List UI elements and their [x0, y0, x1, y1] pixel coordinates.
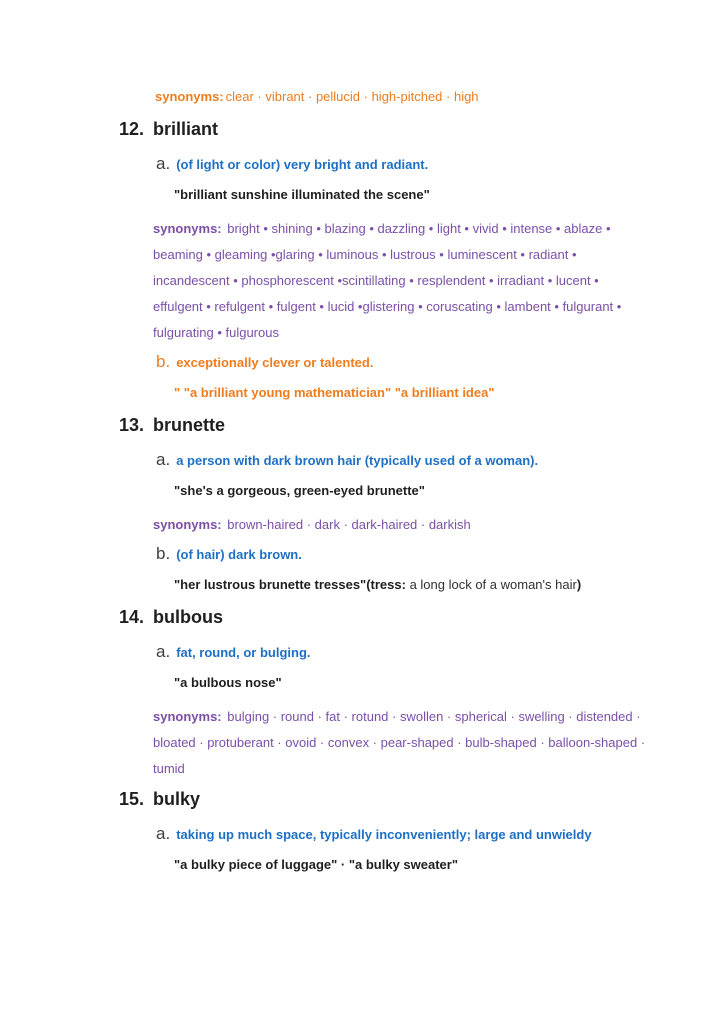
synonyms-items: fulgurating • fulgurous [153, 325, 279, 340]
example-text-segment: "brilliant sunshine illuminated the scene" [174, 187, 430, 202]
entry-heading [119, 606, 724, 628]
example-line [174, 482, 724, 500]
sense-line [156, 544, 724, 565]
sense-line [156, 824, 724, 845]
synonyms-items: effulgent • refulgent • fulgent • lucid •glistering • coruscating • lambent • fulgurant • [153, 299, 622, 314]
synonyms-items: brown-haired · dark · dark-haired · darkish [223, 517, 471, 532]
synonyms-items: bloated · protuberant · ovoid · convex · pear-shaped · bulb-shaped · balloon-shaped · [153, 735, 646, 750]
synonyms-line [153, 268, 724, 294]
entry-number: 15. [119, 789, 145, 809]
example-text-segment: ) [576, 577, 582, 592]
synonyms-label: synonyms: [155, 89, 224, 104]
sense-line [156, 352, 724, 373]
synonyms-line [153, 216, 724, 242]
entry-heading [119, 118, 724, 140]
synonyms-label: synonyms: [153, 221, 222, 236]
synonyms-block [153, 216, 724, 346]
sense-line [156, 642, 724, 663]
sense-definition: taking up much space, typically inconveniently; large and unwieldy [176, 827, 592, 842]
synonyms-block [153, 512, 724, 538]
example-line [174, 674, 724, 692]
entry-number: 12. [119, 119, 145, 139]
synonyms-block [153, 704, 724, 782]
sense-letter: a. [156, 642, 171, 661]
synonyms-items: bright • shining • blazing • dazzling • light • vivid • intense • ablaze • [223, 221, 611, 236]
example-line [174, 186, 724, 204]
sense-letter: b. [156, 544, 171, 563]
synonyms-items: bulging · round · fat · rotund · swollen · spherical · swelling · distended · [223, 709, 641, 724]
entries-container [0, 118, 724, 874]
entry-word: bulky [153, 789, 201, 809]
synonyms-line [153, 320, 724, 346]
synonyms-line [153, 294, 724, 320]
example-line [174, 576, 724, 594]
sense-letter: a. [156, 824, 171, 843]
sense-definition: (of light or color) very bright and radiant. [176, 157, 429, 172]
synonyms-line [153, 756, 724, 782]
sense-letter: b. [156, 352, 171, 371]
example-text-segment: "a bulbous nose" [174, 675, 282, 690]
example-text-segment: "her lustrous brunette tresses"(tress: [174, 577, 406, 592]
sense-letter: a. [156, 450, 171, 469]
example-text-segment: "she's a gorgeous, green-eyed brunette" [174, 483, 425, 498]
synonyms-line [153, 242, 724, 268]
sense-line [156, 450, 724, 471]
sense-line [156, 154, 724, 175]
synonyms-line [153, 704, 724, 730]
synonyms-label: synonyms: [153, 517, 222, 532]
entry-number: 13. [119, 415, 145, 435]
synonyms-label: synonyms: [153, 709, 222, 724]
entry-heading [119, 414, 724, 436]
entry-word: bulbous [153, 607, 223, 627]
entry-number: 14. [119, 607, 145, 627]
example-line [174, 856, 724, 874]
intro-synonyms-line [155, 88, 724, 106]
sense-definition: fat, round, or bulging. [176, 645, 311, 660]
example-text-segment: a long lock of a woman's hair [405, 577, 577, 592]
synonyms-line [153, 512, 724, 538]
entry-word: brunette [153, 415, 225, 435]
example-text-segment: "a bulky piece of luggage" · "a bulky sweater" [174, 857, 459, 872]
synonyms-line [153, 730, 724, 756]
example-text-segment: " "a brilliant young mathematician" "a brilliant idea" [174, 385, 495, 400]
synonyms-items: tumid [153, 761, 185, 776]
synonyms-items: clear · vibrant · pellucid · high-pitched · high [225, 89, 479, 104]
entry-heading [119, 788, 724, 810]
example-line [174, 384, 724, 402]
synonyms-items: incandescent • phosphorescent •scintillating • resplendent • irradiant • lucent • [153, 273, 599, 288]
synonyms-items: beaming • gleaming •glaring • luminous • lustrous • luminescent • radiant • [153, 247, 577, 262]
entry-word: brilliant [153, 119, 219, 139]
sense-definition: exceptionally clever or talented. [176, 355, 374, 370]
sense-definition: a person with dark brown hair (typically used of a woman). [176, 453, 539, 468]
sense-letter: a. [156, 154, 171, 173]
sense-definition: (of hair) dark brown. [176, 547, 302, 562]
